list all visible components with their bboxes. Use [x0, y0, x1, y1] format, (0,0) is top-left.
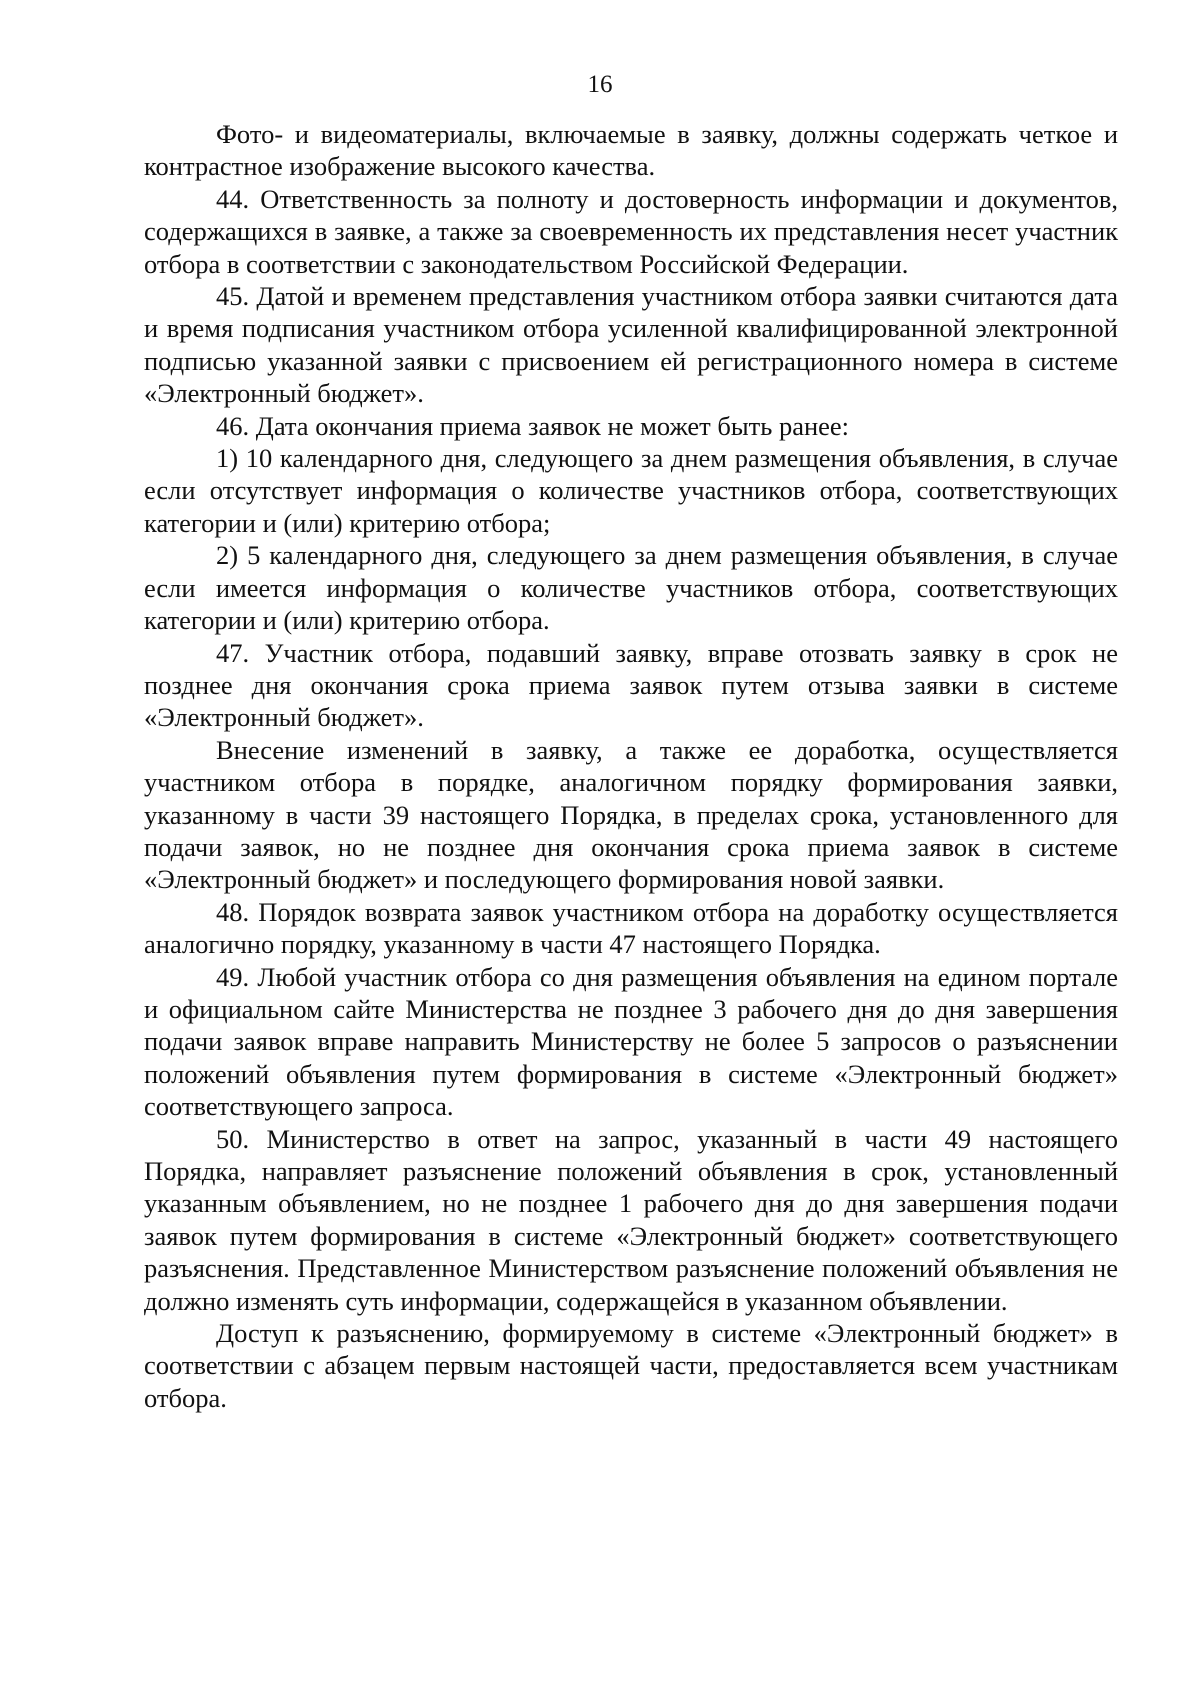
- paragraph-46: 46. Дата окончания приема заявок не может быть ранее:: [216, 410, 850, 441]
- paragraph-48: 48. Порядок возврата заявок участником отбора на доработку осуществляется аналогично порядку, указанному в части 47 настоящего Порядка.: [144, 896, 1118, 960]
- paragraph-50-access: Доступ к разъяснению, формируемому в системе «Электронный бюджет» в соответствии с абзацем первым настоящей части, предоставляется всем участникам отбора.: [144, 1318, 1118, 1413]
- paragraph-46-item-2: 2) 5 календарного дня, следующего за днем размещения объявления, в случае если имеется информация о количестве участников отбора, соответствующих категории и (или) критерию отбора.: [144, 540, 1118, 636]
- page-number: 16: [587, 71, 613, 98]
- paragraph-47: 47. Участник отбора, подавший заявку, вправе отозвать заявку в срок не позднее дня окончания срока приема заявок путем отзыва заявки в системе «Электронный бюджет».: [144, 637, 1118, 733]
- paragraph-photo-video: Фото- и видеоматериалы, включаемые в заявку, должны содержать четкое и контрастное изображение высокого качества.: [144, 119, 1118, 182]
- paragraph-47-changes: Внесение изменений в заявку, а также ее доработка, осуществляется участником отбора в порядке, аналогичном порядку формирования заявки, указанному в части 39 настоящего Порядка, в пределах срока, установленного для подачи заявок, но не позднее дня окончания срока приема заявок в системе «Электронный бюджет» и последующего формирования новой заявки.: [144, 734, 1118, 895]
- paragraph-50: 50. Министерство в ответ на запрос, указанный в части 49 настоящего Порядка, направляет разъяснение положений объявления в срок, установленный указанным объявлением, но не позднее 1 рабочего дня до дня завершения подачи заявок путем формирования в системе «Электронный бюджет» соответствующего разъяснения. Представленное Министерством разъяснение положений объявления не должно изменять суть информации, содержащейся в указанном объявлении.: [144, 1123, 1118, 1316]
- paragraph-44: 44. Ответственность за полноту и достоверность информации и документов, содержащихся в заявке, а также за своевременность их представления несет участник отбора в соответствии с законодательством Российской Федерации.: [144, 183, 1118, 279]
- document-body: [144, 118, 1118, 1414]
- paragraph-45: 45. Датой и временем представления участником отбора заявки считаются дата и время подписания участником отбора усиленной квалифицированной электронной подписью указанной заявки с присвоением ей регистрационного номера в системе «Электронный бюджет».: [144, 281, 1118, 409]
- paragraph-49: 49. Любой участник отбора со дня размещения объявления на едином портале и официальном сайте Министерства не позднее 3 рабочего дня до дня завершения подачи заявок вправе направить Министерству не более 5 запросов о разъяснении положений объявления путем формирования в системе «Электронный бюджет» соответствующего запроса.: [144, 961, 1118, 1122]
- paragraph-46-item-1: 1) 10 календарного дня, следующего за днем размещения объявления, в случае если отсутствует информация о количестве участников отбора, соответствующих категории и (или) критерию отбора;: [144, 443, 1118, 538]
